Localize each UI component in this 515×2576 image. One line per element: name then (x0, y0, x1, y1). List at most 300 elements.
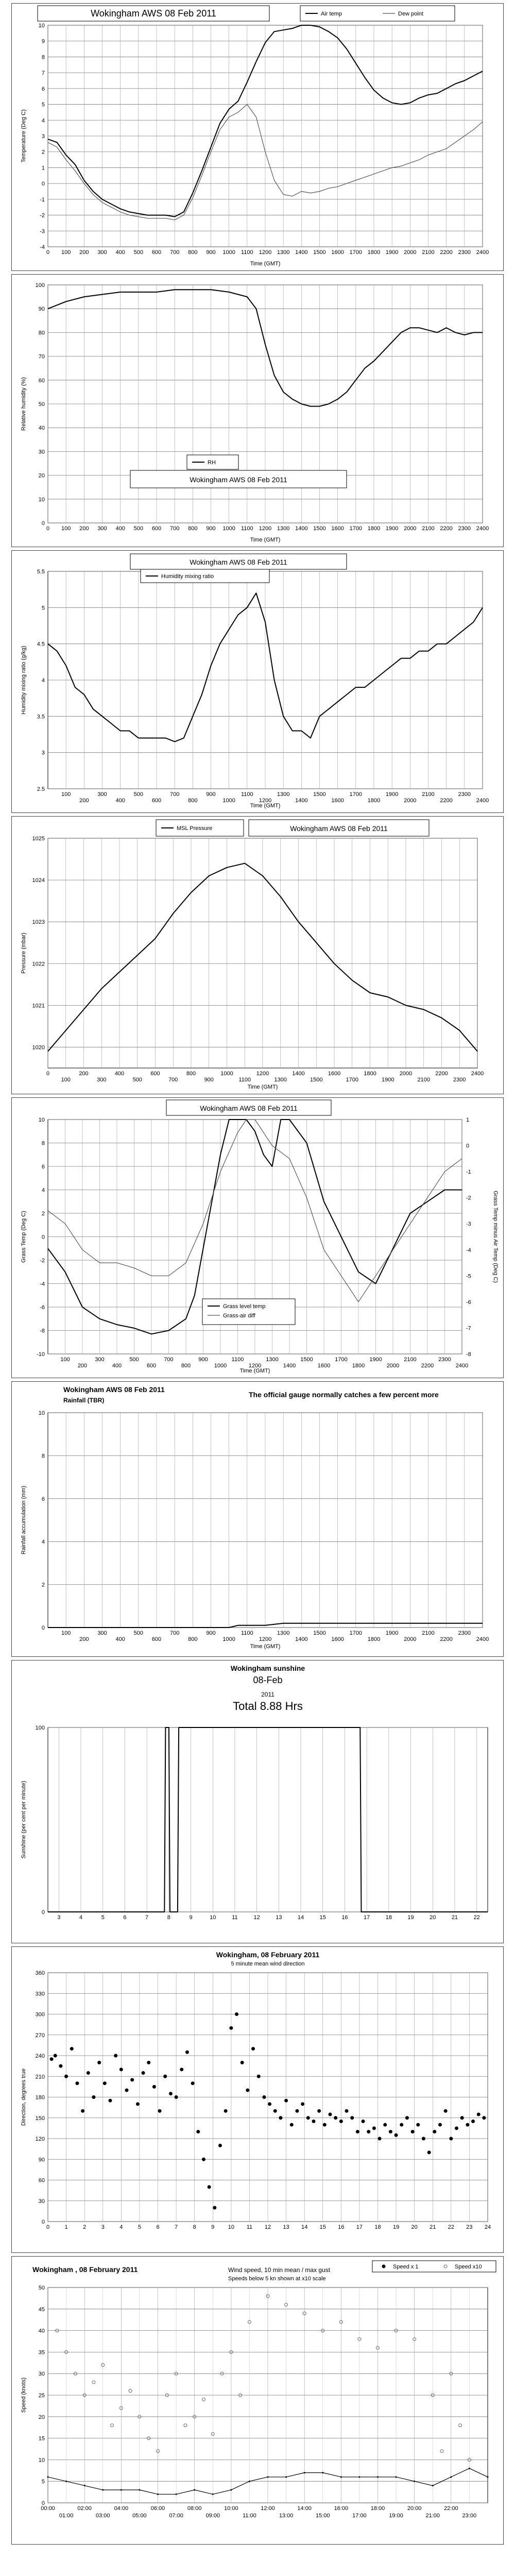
legend-label: Humidity mixing ratio (161, 573, 214, 580)
x-tick-label: 2400 (471, 1071, 484, 1077)
x-tick-label: 17 (356, 2224, 363, 2230)
data-point (422, 2137, 425, 2141)
x-tick-label: 1000 (222, 798, 235, 804)
x-tick-label: 1900 (382, 1077, 394, 1083)
data-point (466, 2123, 469, 2127)
data-point (350, 2116, 354, 2120)
x-tick-label: 1300 (266, 1357, 279, 1363)
data-point (400, 2123, 403, 2127)
y-axis-label: Grass Temp (Deg C) (21, 1211, 27, 1263)
x-tick-label: 1700 (349, 791, 363, 798)
x-tick-label: 9 (189, 1914, 193, 1921)
grass-temp-chart (12, 1098, 503, 1378)
x-tick-label: 6 (123, 1914, 127, 1921)
x-tick-label: 900 (206, 1630, 216, 1636)
x-tick-label: 700 (169, 526, 180, 532)
y-tick-label: 5 (41, 101, 45, 108)
x-tick-label: 900 (204, 1077, 214, 1083)
x-tick-label: 22:00 (444, 2505, 458, 2512)
chart-total: Total 8.88 Hrs (233, 1700, 303, 1713)
x-tick-label: 700 (169, 249, 180, 256)
data-point (334, 2116, 337, 2120)
y-tick-label: 50 (38, 2285, 45, 2291)
x-tick-label: 22 (448, 2224, 454, 2230)
x-tick-label: 2200 (440, 249, 453, 256)
x-tick-label: 17:00 (352, 2513, 367, 2519)
x-tick-label: 500 (133, 249, 144, 256)
x-tick-label: 300 (97, 791, 107, 798)
x-tick-label: 0 (46, 2224, 50, 2230)
x-tick-label: 13 (283, 2224, 289, 2230)
x-tick-label: 2000 (386, 1363, 400, 1369)
x-tick-label: 22 (473, 1914, 480, 1921)
x-axis-label: Time (GMT) (250, 537, 281, 543)
data-point (317, 2109, 321, 2113)
x-tick-label: 300 (95, 1357, 105, 1363)
x-tick-label: 10 (228, 2224, 234, 2230)
x-tick-label: 1100 (241, 526, 253, 532)
x-tick-label: 1600 (331, 1636, 344, 1642)
x-tick-label: 1900 (385, 791, 399, 798)
x-tick-label: 1500 (313, 249, 326, 256)
y-tick-label: 180 (35, 2094, 45, 2101)
data-point (449, 2137, 453, 2141)
x-tick-label: 1200 (259, 249, 272, 256)
x-tick-label: 1900 (369, 1357, 382, 1363)
y-tick-label: 2.5 (37, 786, 45, 792)
chart-subtitle: 5 minute mean wind direction (231, 1961, 305, 1967)
legend-label: MSL Pressure (177, 825, 213, 832)
y-tick-label: 270 (35, 2032, 45, 2039)
temperature-chart (12, 4, 503, 270)
data-point (152, 2085, 156, 2089)
x-tick-label: 7 (175, 2224, 178, 2230)
wind-speed-panel (11, 2256, 504, 2545)
x-tick-label: 12 (253, 1914, 260, 1921)
chart-title: Wokingham AWS 08 Feb 2011 (190, 476, 287, 484)
x-tick-label: 2100 (404, 1357, 417, 1363)
data-point (383, 2123, 387, 2127)
x-tick-label: 500 (133, 791, 144, 798)
x-tick-label: 1200 (256, 1071, 269, 1077)
legend-label: Air temp (321, 11, 342, 17)
x-tick-label: 400 (115, 249, 125, 256)
x-tick-label: 2100 (422, 791, 435, 798)
x-tick-label: 4 (79, 1914, 83, 1921)
x-tick-label: 1500 (313, 1630, 326, 1636)
x-tick-label: 1600 (317, 1363, 331, 1369)
x-axis-label: Time (GMT) (247, 1084, 278, 1090)
y-tick-label: 45 (38, 2306, 45, 2313)
x-tick-label: 1000 (222, 526, 235, 532)
y-tick-label: 0 (41, 1909, 45, 1916)
rainfall-chart (12, 1382, 503, 1656)
x-tick-label: 9 (211, 2224, 215, 2230)
data-point (301, 2102, 304, 2106)
y-tick-label: 8 (41, 1453, 45, 1460)
x-tick-label: 100 (61, 526, 71, 532)
x-tick-label: 2200 (440, 526, 453, 532)
y-tick-label: 8 (41, 54, 45, 61)
legend-label: RH (208, 460, 216, 466)
data-point (290, 2123, 294, 2127)
x-tick-label: 1600 (331, 249, 344, 256)
data-point (81, 2109, 84, 2113)
chart-title: Wokingham , 08 February 2011 (32, 2265, 138, 2274)
chart-title: Wokingham sunshine (230, 1664, 305, 1672)
x-tick-label: 16 (338, 2224, 345, 2230)
x-tick-label: 1200 (248, 1363, 262, 1369)
legend-label: Speed x 1 (393, 2264, 419, 2270)
y-axis-label: Direction, degrees true (21, 2068, 27, 2126)
x-tick-label: 400 (115, 1636, 125, 1642)
y2-tick-label: 1 (466, 1117, 470, 1123)
data-point (114, 2054, 117, 2058)
y-tick-label: 5 (41, 605, 45, 612)
data-point (142, 2071, 145, 2075)
y2-tick-label: -7 (466, 1325, 471, 1332)
x-tick-label: 500 (133, 526, 144, 532)
legend-label: Grass-air diff (223, 1313, 255, 1319)
y-tick-label: 20 (38, 472, 45, 479)
x-tick-label: 200 (79, 798, 89, 804)
y-tick-label: 30 (38, 2371, 45, 2378)
y-tick-label: 40 (38, 2328, 45, 2334)
y-tick-label: -2 (40, 1258, 45, 1264)
data-point (284, 2099, 288, 2103)
y-tick-label: 4 (41, 1187, 45, 1194)
data-point (50, 2057, 54, 2061)
chart-title: Wokingham, 08 February 2011 (216, 1951, 320, 1959)
x-tick-label: 2400 (476, 526, 489, 532)
data-point (477, 2113, 480, 2116)
wind-direction-panel (11, 1946, 504, 2253)
y2-tick-label: -6 (466, 1299, 471, 1306)
y-tick-label: -10 (37, 1351, 45, 1358)
data-point (257, 2075, 261, 2078)
x-tick-label: 10 (210, 1914, 216, 1921)
data-point (241, 2061, 244, 2064)
data-point (345, 2109, 349, 2113)
x-tick-label: 05:00 (132, 2513, 147, 2519)
y2-tick-label: -8 (466, 1351, 471, 1358)
x-tick-label: 2300 (458, 249, 471, 256)
y-tick-label: 50 (38, 401, 45, 408)
y-axis-label: Relative humidity (%) (21, 377, 27, 431)
y-tick-label: 4.5 (37, 641, 45, 648)
data-point (208, 2185, 211, 2189)
x-tick-label: 100 (61, 249, 71, 256)
x-tick-label: 0 (46, 1071, 50, 1077)
chart-title: Wokingham AWS 08 Feb 2011 (290, 824, 388, 833)
x-tick-label: 1400 (295, 798, 308, 804)
x-tick-label: 800 (188, 1636, 198, 1642)
y-tick-label: 1022 (32, 961, 45, 968)
x-tick-label: 500 (132, 1077, 142, 1083)
y-tick-label: 0 (41, 181, 45, 188)
y-axis-label: Speed (knots) (21, 2377, 27, 2413)
x-tick-label: 12 (264, 2224, 271, 2230)
x-tick-label: 900 (206, 791, 216, 798)
temperature-panel (11, 3, 504, 271)
x-tick-label: 300 (97, 526, 107, 532)
y-tick-label: 5 (41, 2479, 45, 2485)
data-point (64, 2075, 68, 2078)
data-point (87, 2071, 90, 2075)
x-tick-label: 1900 (385, 526, 399, 532)
y-tick-label: 7 (41, 70, 45, 77)
chart-note: The official gauge normally catches a few percent more (249, 1391, 439, 1399)
x-tick-label: 800 (186, 1071, 196, 1077)
data-point (229, 2026, 233, 2030)
x-tick-label: 18:00 (370, 2505, 385, 2512)
y-tick-label: 90 (38, 2157, 45, 2163)
plot-area (48, 1727, 488, 1912)
x-tick-label: 1400 (295, 1636, 308, 1642)
x-tick-label: 2200 (435, 1071, 448, 1077)
data-point (444, 2109, 448, 2113)
data-point (405, 2116, 409, 2120)
x-tick-label: 1600 (331, 526, 344, 532)
x-tick-label: 500 (129, 1357, 139, 1363)
data-point (59, 2064, 62, 2068)
y-tick-label: 25 (38, 2393, 45, 2399)
y-tick-label: 30 (38, 2198, 45, 2205)
x-tick-label: 600 (151, 1636, 162, 1642)
sunshine-panel (11, 1660, 504, 1943)
y-tick-label: 15 (38, 2435, 45, 2442)
x-tick-label: 2000 (399, 1071, 413, 1077)
x-tick-label: 1100 (238, 1077, 251, 1083)
pressure-chart (12, 817, 503, 1094)
y-tick-label: -3 (40, 228, 45, 235)
y-tick-label: 0 (41, 520, 45, 527)
x-tick-label: 900 (206, 526, 216, 532)
y-tick-label: 240 (35, 2053, 45, 2059)
chart-subtitle: Rainfall (TBR) (63, 1397, 105, 1404)
data-point (136, 2102, 140, 2106)
x-tick-label: 2000 (404, 1636, 417, 1642)
x-tick-label: 1800 (352, 1363, 365, 1369)
y-tick-label: 8 (41, 1140, 45, 1147)
y-tick-label: 120 (35, 2136, 45, 2142)
y-tick-label: -6 (40, 1304, 45, 1311)
x-tick-label: 1700 (335, 1357, 348, 1363)
data-point (130, 2078, 134, 2081)
x-tick-label: 1 (64, 2224, 68, 2230)
x-tick-label: 4 (119, 2224, 123, 2230)
x-tick-label: 2100 (422, 1630, 435, 1636)
legend-marker (382, 2265, 385, 2268)
x-tick-label: 21:00 (425, 2513, 440, 2519)
chart-subtitle: Wind speed, 10 min mean / max gust (228, 2266, 331, 2274)
x-tick-label: 24 (484, 2224, 491, 2230)
x-tick-label: 6 (156, 2224, 160, 2230)
y-tick-label: 2 (41, 1582, 45, 1588)
x-tick-label: 1800 (367, 798, 381, 804)
y-tick-label: -8 (40, 1328, 45, 1334)
x-tick-label: 400 (114, 1071, 125, 1077)
x-tick-label: 700 (169, 791, 180, 798)
x-tick-label: 10:00 (224, 2505, 238, 2512)
y-tick-label: 360 (35, 1970, 45, 1976)
data-point (471, 2120, 475, 2123)
data-point (235, 2012, 238, 2016)
y-axis-label: Rainfall accumulation (mm) (21, 1485, 27, 1555)
data-point (455, 2126, 458, 2130)
y-tick-label: 3 (41, 750, 45, 756)
x-tick-label: 600 (151, 249, 162, 256)
data-point (460, 2116, 464, 2120)
data-point (158, 2109, 162, 2113)
x-tick-label: 2400 (476, 1636, 489, 1642)
x-tick-label: 12:00 (261, 2505, 275, 2512)
x-tick-label: 200 (79, 526, 89, 532)
y-tick-label: 100 (35, 1725, 45, 1731)
x-tick-label: 200 (77, 1363, 88, 1369)
x-tick-label: 1000 (222, 249, 235, 256)
y-tick-label: 30 (38, 449, 45, 455)
x-tick-label: 1100 (241, 249, 253, 256)
data-point (218, 2144, 222, 2147)
x-tick-label: 100 (61, 1630, 71, 1636)
y-tick-label: 300 (35, 2011, 45, 2018)
data-point (246, 2089, 249, 2092)
humidity-chart (12, 275, 503, 547)
y-tick-label: 0 (41, 1234, 45, 1241)
x-tick-label: 1400 (283, 1363, 296, 1369)
x-tick-label: 5 (138, 2224, 141, 2230)
data-point (119, 2067, 123, 2071)
y-tick-label: 1020 (32, 1044, 45, 1051)
x-tick-label: 2300 (458, 1630, 471, 1636)
y2-tick-label: -2 (466, 1195, 471, 1201)
x-tick-label: 00:00 (41, 2505, 55, 2512)
wind-speed-chart (12, 2257, 503, 2544)
x-tick-label: 400 (115, 526, 125, 532)
x-tick-label: 2400 (476, 249, 489, 256)
x-tick-label: 1700 (349, 1630, 363, 1636)
data-point (438, 2123, 442, 2127)
x-tick-label: 03:00 (95, 2513, 110, 2519)
x-tick-label: 900 (206, 249, 216, 256)
y-tick-label: 10 (38, 496, 45, 503)
y-tick-label: 330 (35, 1991, 45, 1997)
y-tick-label: 10 (38, 1410, 45, 1416)
legend-label: Grass level temp (223, 1303, 266, 1310)
y2-tick-label: -1 (466, 1169, 471, 1176)
x-tick-label: 09:00 (205, 2513, 220, 2519)
x-tick-label: 200 (79, 249, 89, 256)
y-tick-label: 60 (38, 377, 45, 384)
y-axis-label: Sunshine (per cent per minute) (21, 1781, 27, 1859)
sunshine-chart (12, 1660, 503, 1943)
x-tick-label: 19 (392, 2224, 400, 2230)
x-tick-label: 15 (319, 1914, 326, 1921)
y-axis-label: Humidity mixing ratio (g/kg) (21, 646, 27, 715)
data-point (328, 2113, 332, 2116)
x-tick-label: 1000 (222, 1636, 235, 1642)
y-tick-label: 9 (41, 38, 45, 45)
x-axis-label: Time (GMT) (239, 1368, 270, 1374)
data-point (92, 2095, 95, 2099)
x-tick-label: 07:00 (169, 2513, 183, 2519)
data-point (411, 2130, 415, 2133)
y-tick-label: 150 (35, 2115, 45, 2122)
x-tick-label: 1800 (367, 1636, 381, 1642)
data-point (103, 2081, 107, 2085)
chart-year: 2011 (261, 1691, 274, 1698)
x-tick-label: 800 (188, 526, 198, 532)
x-tick-label: 2300 (458, 526, 471, 532)
x-tick-label: 1700 (346, 1077, 358, 1083)
y-tick-label: 90 (38, 306, 45, 313)
data-point (251, 2047, 255, 2050)
x-tick-label: 100 (61, 1077, 71, 1083)
y-tick-label: 3.5 (37, 714, 45, 720)
x-tick-label: 0 (46, 526, 50, 532)
data-point (389, 2130, 392, 2133)
y-tick-label: 40 (38, 425, 45, 432)
x-tick-label: 100 (61, 791, 71, 798)
x-tick-label: 1700 (349, 526, 363, 532)
x-tick-label: 06:00 (150, 2505, 165, 2512)
x-tick-label: 100 (60, 1357, 70, 1363)
data-point (163, 2075, 167, 2078)
x-tick-label: 8 (167, 1914, 170, 1921)
data-point (268, 2102, 271, 2106)
x-tick-label: 2000 (404, 526, 417, 532)
data-point (416, 2123, 420, 2127)
y-tick-label: 6 (41, 1164, 45, 1170)
x-tick-label: 1300 (277, 526, 290, 532)
x-tick-label: 1300 (277, 791, 290, 798)
data-point (75, 2081, 79, 2085)
x-tick-label: 2000 (404, 249, 417, 256)
x-tick-label: 11 (232, 1914, 238, 1921)
x-tick-label: 300 (97, 1077, 107, 1083)
x-tick-label: 2300 (458, 791, 471, 798)
x-tick-label: 11 (246, 2224, 253, 2230)
chart-subtitle: 08-Feb (253, 1675, 283, 1685)
x-tick-label: 700 (169, 1630, 180, 1636)
x-tick-label: 19 (407, 1914, 414, 1921)
x-tick-label: 1000 (220, 1071, 233, 1077)
x-tick-label: 2100 (422, 249, 435, 256)
chart-title: Wokingham AWS 08 Feb 2011 (190, 558, 287, 566)
x-tick-label: 2200 (440, 798, 453, 804)
y-tick-label: 80 (38, 330, 45, 336)
x-tick-label: 300 (97, 249, 107, 256)
legend-label: Dew point (398, 11, 423, 17)
y-tick-label: 210 (35, 2074, 45, 2080)
y-axis-label: Pressure (mbar) (21, 933, 27, 974)
data-point (295, 2109, 299, 2113)
x-tick-label: 04:00 (114, 2505, 129, 2512)
data-point (482, 2116, 486, 2120)
x-tick-label: 1800 (367, 249, 381, 256)
x-tick-label: 1800 (364, 1071, 376, 1077)
x-tick-label: 7 (145, 1914, 149, 1921)
x-axis-label: Time (GMT) (250, 803, 281, 809)
data-point (306, 2116, 310, 2120)
x-tick-label: 2100 (422, 526, 435, 532)
y-tick-label: -4 (40, 1281, 45, 1287)
data-point (367, 2130, 370, 2133)
x-tick-label: 19:00 (389, 2513, 403, 2519)
data-point (224, 2109, 228, 2113)
x-tick-label: 18 (385, 1914, 392, 1921)
